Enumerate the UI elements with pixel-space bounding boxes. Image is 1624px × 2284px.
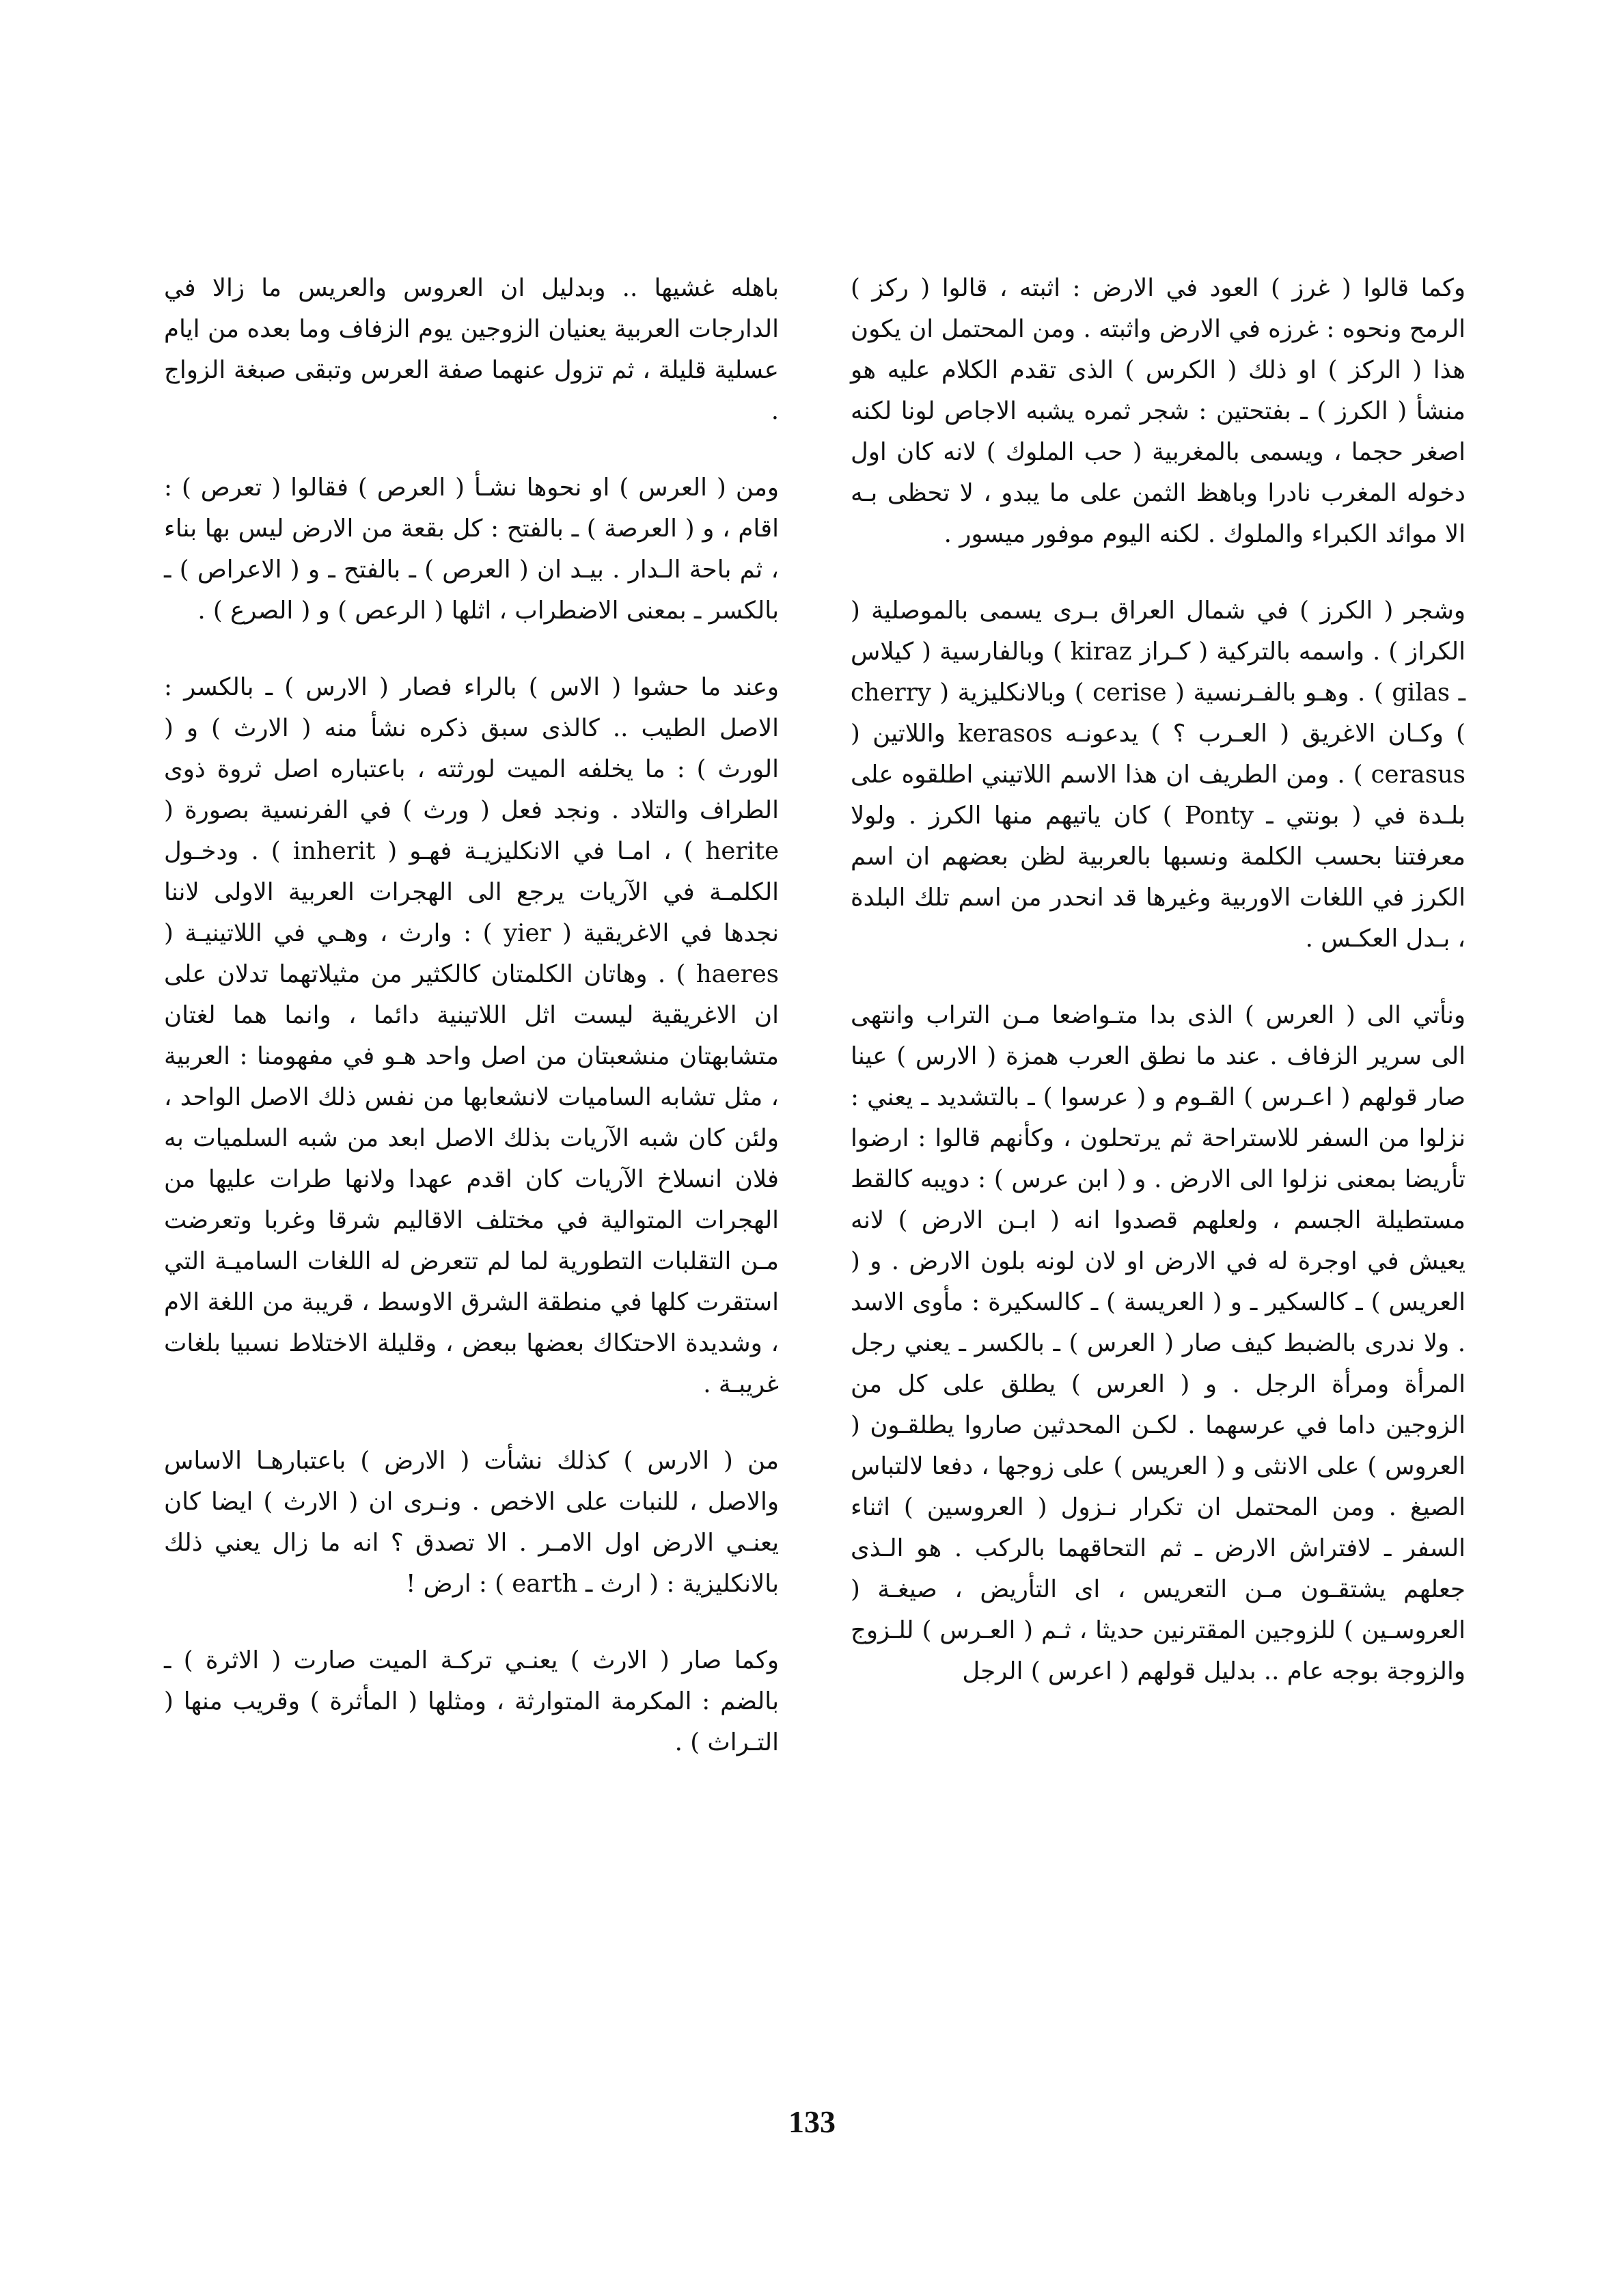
page-number: 133 <box>788 2104 836 2139</box>
paragraph-arsa: ومن ( العرس ) او نحوها نشـأ ( العرص ) فقالوا ( تعرص ) : اقام ، و ( العرصة ) ـ بالفتح : كل بقعة من الارض ليس بها بناء ، ثم باحة الـدار . بيـد ان ( العرص ) ـ بالفتح ـ و ( الاعراص ) ـ بالكسر ـ بمعنى الاضطراب ، اثلها ( الرعص ) و ( الصرع ) . <box>164 474 779 625</box>
left-column <box>164 268 779 1763</box>
right-column <box>851 268 1465 1692</box>
paragraph-earth: من ( الارس ) كذلك نشأت ( الارض ) باعتبارهـا الاساس والاصل ، للنبات على الاخص . ونـرى ان ( الارث ) ايضا كان يعنـي الارض اول الامـر . الا تصدق ؟ انه ما زال يعني ذلك بالانكليزية : ( ارث ـ earth ) : ارض ! <box>164 1447 779 1598</box>
paragraph-cherry-names: وشجر ( الكرز ) في شمال العراق بـرى يسمى بالموصلية ( الكراز ) . واسمه بالتركية ( كـراز kiraz ) وبالفارسية ( كيلاس ـ gilas ) . وهـو بالفـرنسية ( cerise ) وبالانكليزية ( cherry ) وكـان الاغريق ( العـرب ؟ ) يدعونـه kerasos واللاتين ( cerasus ) . ومن الطريف ان هذا الاسم اللاتيني اطلقوه على بلـدة في ( بونتي ـ Ponty ) كان ياتيهم منها الكرز . ولولا معرفتنا بحسب الكلمة ونسبها بالعربية لظن بعضهم ان اسم الكرز في اللغات الاوربية وغيرها قد انحدر من اسم تلك البلدة ، بـدل العكـس . <box>851 597 1466 953</box>
paragraph-cherry-origin: وكما قالوا ( غرز ) العود في الارض : اثبته ، قالوا ( ركز ) الرمح ونحوه : غرزه في الارض واثبته . ومن المحتمل ان يكون هذا ( الركز ) او ذلك ( الكرس ) الذى تقدم الكلام عليه هو منشأ ( الكرز ) ـ بفتحتين : شجر ثمره يشبه الاجاص لونا لكنه اصغر حجما ، ويسمى بالمغربية ( حب الملوك ) لانه كان اول دخوله المغرب نادرا وباهظ الثمن على ما يبدو ، لا تحظى بـه الا موائد الكبراء والملوك . لكنه اليوم موفور ميسور . <box>851 274 1465 548</box>
paragraph-bride-groom: باهله غشيها .. وبدليل ان العروس والعريس ما زالا في الدارجات العربية يعنيان الزوجين يوم الزفاف وما بعده من ايام عسلية قليلة ، ثم تزول عنهما صفة العرس وتبقى صبغة الزواج . <box>164 274 779 425</box>
paragraph-heritage: وكما صار ( الارث ) يعنـي تركـة الميت صارت ( الاثرة ) ـ بالضم : المكرمة المتوارثة ، ومثلها ( المأثرة ) وقريب منها ( التـراث ) . <box>164 1646 779 1756</box>
paragraph-wedding-word: ونأتي الى ( العرس ) الذى بدا متـواضعا مـن التراب وانتهى الى سرير الزفاف . عند ما نطق العرب همزة ( الارس ) عينا صار قولهم ( اعـرس ) القـوم و ( عرسوا ) ـ بالتشديد ـ يعني : نزلوا من السفر للاستراحة ثم يرتحلون ، وكأنهم قالوا : ارضوا تأريضا بمعنى نزلوا الى الارض . و ( ابن عرس ) : دويبه كالقط مستطيلة الجسم ، ولعلهم قصدوا انه ( ابـن الارض ) لانه يعيش في اوجرة له في الارض او لان لونه بلون الارض . و ( العريس ) ـ كالسكير ـ و ( العريسة ) ـ كالسكيرة : مأوى الاسد . ولا ندرى بالضبط كيف صار ( العرس ) ـ بالكسر ـ يعني رجل المرأة ومرأة الرجل . و ( العرس ) يطلق على كل من الزوجين داما في عرسهما . لكـن المحدثين صاروا يطلقـون ( العروس ) على الانثى و ( العريس ) على زوجها ، دفعا لالتباس الصيغ . ومن المحتمل ان تكرار نـزول ( العروسين ) اثناء السفر ـ لافتراش الارض ـ ثم التحاقهما بالركب . هو الـذى جعلهم يشتقـون مـن التعريس ، اى التأريض ، صيغـة ( العروسـين ) للزوجين المقترنين حديثا ، ثـم ( العـرس ) للـزوج والزوجة بوجه عام .. بدليل قولهم ( اعرس ) الرجل <box>851 1001 1465 1685</box>
paragraph-inheritance: وعند ما حشوا ( الاس ) بالراء فصار ( الارس ) ـ بالكسر : الاصل الطيب .. كالذى سبق ذكره نشأ منه ( الارث ) و ( الورث ) : ما يخلفه الميت لورثته ، باعتباره اصل ثروة ذوى الطراف والتلاد . ونجد فعل ( ورث ) في الفرنسية بصورة ( herite ) ، امـا في الانكليزيـة فهـو ( inherit ) . ودخـول الكلمـة في الآريات يرجع الى الهجرات العربية الاولى لاننا نجدها في الاغريقية ( yier ) : وارث ، وهـي في اللاتينيـة ( haeres ) . وهاتان الكلمتان كالكثير من مثيلاتهما تدلان على ان الاغريقية ليست اثل اللاتينية دائما ، وانما هما لغتان متشابهتان منشعبتان من اصل واحد هـو في مفهومنا : العربية ، مثل تشابه الساميات لانشعابها من نفس ذلك الاصل الواحد ، ولئن كان شبه الآريات بذلك الاصل ابعد من شبه السلميات به فلان انسلاخ الآريات كان اقدم عهدا ولانها طرات عليها من الهجرات المتوالية في مختلف الاقاليم شرقا وغربا وتعرضت مـن التقلبات التطورية لما لم تتعرض له اللغات الساميـة التي استقرت كلها في منطقة الشرق الاوسط ، قريبة من اللغة الام ، وشديدة الاحتكاك بعضها ببعض ، وقليلة الاختلاط نسبيا بلغات غريبـة . <box>164 673 780 1398</box>
